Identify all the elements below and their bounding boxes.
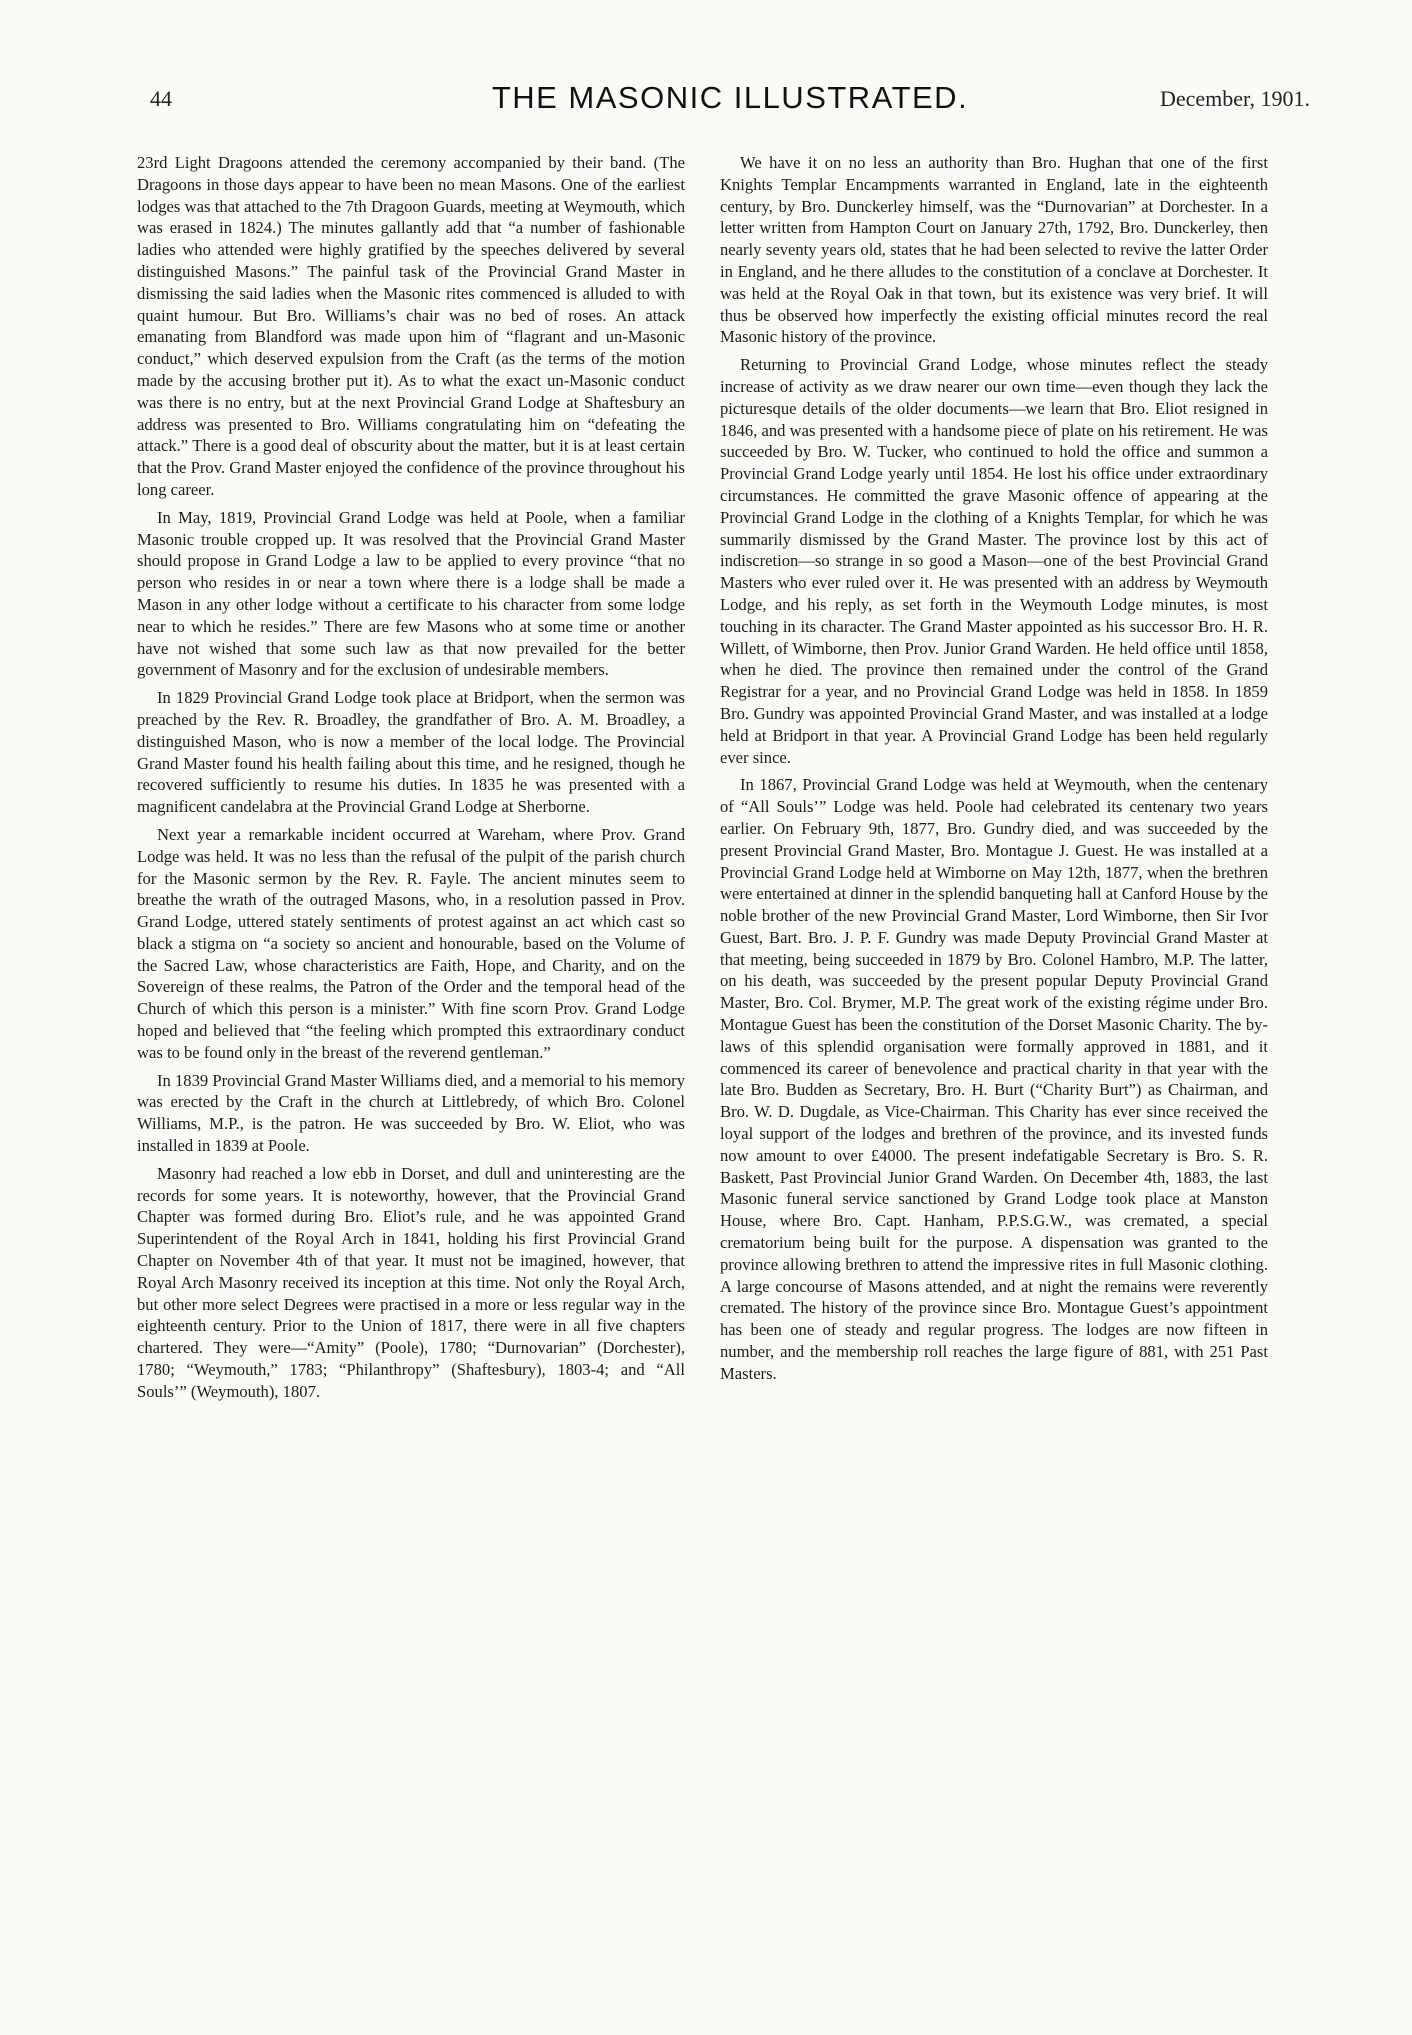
paragraph: Next year a remarkable incident occurred at Wareham, where Prov. Grand Lodge was held. It was no less than the refusal of the pulpit of the parish church for the Masonic sermon by the Rev. R. Fayle. The ancient minutes seem to breathe the wrath of the outraged Masons, who, in a resolution passed in Prov. Grand Lodge, uttered stately sentiments of protest against an act which cast so black a stigma on “a society so ancient and honourable, based on the Volume of the Sacred Law, whose characteristics are Faith, Hope, and Charity, and on the Sovereign of these realms, the Patron of the Order and the temporal head of the Church of which this person is a minister.” With fine scorn Prov. Grand Lodge hoped and believed that “the feeling which prompted this extraordinary conduct was to be found only in the breast of the reverend gentleman.” — [137, 824, 685, 1062]
paragraph: In May, 1819, Provincial Grand Lodge was held at Poole, when a familiar Masonic trouble cropped up. It was resolved that the Provincial Grand Master should propose in Grand Lodge a law to be applied to every province “that no person who resides in or near a town where there is a lodge shall be made a Mason in any other lodge without a certificate to his character from some lodge near to which he resides.” There are few Masons who at some time or another have not wished that some such law as that now prevailed for the better government of Masonry and for the exclusion of undesirable members. — [137, 507, 685, 680]
page-number: 44 — [150, 86, 172, 111]
masthead-title: THE MASONIC ILLUSTRATED. — [491, 80, 969, 115]
paragraph: In 1867, Provincial Grand Lodge was held at Weymouth, when the centenary of “All Souls’” Lodge was held. Poole had celebrated its centenary two years earlier. On February 9th, 1877, Bro. Gundry died, and was succeeded by the present Provincial Grand Master, Bro. Montague J. Guest. He was installed at a Provincial Grand Lodge held at Wimborne on May 12th, 1877, when the brethren were entertained at dinner in the splendid banqueting hall at Canford House by the noble brother of the new Provincial Grand Master, Lord Wimborne, then Sir Ivor Guest, Bart. Bro. J. P. F. Gundry was made Deputy Provincial Grand Master at that meeting, being succeeded in 1879 by Bro. Colonel Hambro, M.P. The latter, on his death, was succeeded by the present popular Deputy Provincial Grand Master, Bro. Col. Brymer, M.P. The great work of the existing régime under Bro. Montague Guest has been the constitution of the Dorset Masonic Charity. The by-laws of this splendid organisation were formally approved in 1881, and it commenced its career of benevolence and practical charity in that year with the late Bro. Budden as Secretary, Bro. H. Burt (“Charity Burt”) as Chairman, and Bro. W. D. Dugdale, as Vice-Chairman. This Charity has ever since received the loyal support of the lodges and brethren of the province, and its invested funds now amount to over £4000. The present indefatigable Secretary is Bro. S. R. Baskett, Past Provincial Junior Grand Warden. On December 4th, 1883, the last Masonic funeral service sanctioned by Grand Lodge took place at Manston House, where Bro. Capt. Hanham, P.P.S.G.W., was cremated, a special crematorium being built for the purpose. A dispensation was granted to the province allowing brethren to attend the impressive rites in full Masonic clothing. A large concourse of Masons attended, and at night the remains were reverently cremated. The history of the province since Bro. Montague Guest’s appointment has been one of steady and regular progress. The lodges are now fifteen in number, and the membership roll reaches the large figure of 881, with 251 Past Masters. — [720, 775, 1268, 1383]
paragraph: We have it on no less an authority than Bro. Hughan that one of the first Knights Templar Encampments warranted in England, late in the eighteenth century, by Bro. Dunckerley himself, was the “Durnovarian” at Dorchester. In a letter written from Hampton Court on January 27th, 1792, Bro. Dunckerley, then nearly seventy years old, states that he had been selected to revive the latter Order in England, and he there alludes to the constitution of a conclave at Dorchester. It was held at the Royal Oak in that town, but its existence was very brief. It will thus be observed how imperfectly the existing official minutes record the real Masonic history of the province. — [720, 153, 1268, 347]
left-column — [137, 152, 685, 1409]
paragraph: Masonry had reached a low ebb in Dorset, and dull and uninteresting are the records for some years. It is noteworthy, however, that the Provincial Grand Chapter was formed during Bro. Eliot’s rule, and he was appointed Grand Superintendent of the Royal Arch in 1841, holding his first Provincial Grand Chapter on November 4th of that year. It must not be imagined, however, that Royal Arch Masonry received its inception at this time. Not only the Royal Arch, but other more select Degrees were practised in a more or less regular way in the eighteenth century. Prior to the Union of 1817, there were in all five chapters chartered. They were—“Amity” (Poole), 1780; “Durnovarian” (Dorchester), 1780; “Weymouth,” 1783; “Philanthropy” (Shaftesbury), 1803-4; and “All Souls’” (Weymouth), 1807. — [137, 1163, 685, 1401]
page-header — [150, 80, 1310, 120]
paragraph: 23rd Light Dragoons attended the ceremony accompanied by their band. (The Dragoons in those days appear to have been no mean Masons. One of the earliest lodges was that attached to the 7th Dragoon Guards, meeting at Weymouth, which was erased in 1824.) The minutes gallantly add that “a number of fashionable ladies who attended were highly gratified by the speeches delivered by several distinguished Masons.” The painful task of the Provincial Grand Master in dismissing the said ladies when the Masonic rites commenced is alluded to with quaint humour. But Bro. Williams’s chair was no bed of roses. An attack emanating from Blandford was made upon him of “flagrant and un-Masonic conduct,” which deserved expulsion from the Craft (as the terms of the motion made by the accusing brother put it). As to what the exact un-Masonic conduct was there is no entry, but at the next Provincial Grand Lodge at Shaftesbury an address was presented to Bro. Williams congratulating him on “defeating the attack.” There is a good deal of obscurity about the matter, but it is at least certain that the Prov. Grand Master enjoyed the confidence of the province throughout his long career. — [137, 153, 685, 499]
paragraph: In 1829 Provincial Grand Lodge took place at Bridport, when the sermon was preached by the Rev. R. Broadley, the grandfather of Bro. A. M. Broadley, a distinguished Mason, who is now a member of the local lodge. The Provincial Grand Master found his health failing about this time, and he resigned, though he recovered sufficiently to resume his duties. In 1835 he was presented with a magnificent candelabra at the Provincial Grand Lodge at Sherborne. — [137, 688, 685, 817]
right-column — [720, 152, 1268, 1391]
issue-date: December, 1901. — [1159, 86, 1310, 111]
paragraph: In 1839 Provincial Grand Master Williams died, and a memorial to his memory was erected by the Craft in the church at Littlebredy, of which Bro. Colonel Williams, M.P., is the patron. He was succeeded by Bro. W. Eliot, who was installed in 1839 at Poole. — [137, 1070, 685, 1156]
paragraph: Returning to Provincial Grand Lodge, whose minutes reflect the steady increase of activity as we draw nearer our own time—even though they lack the picturesque details of the older documents—we learn that Bro. Eliot resigned in 1846, and was presented with a handsome piece of plate on his retirement. He was succeeded by Bro. W. Tucker, who continued to hold the office and summon a Provincial Grand Lodge yearly until 1854. He lost his office under extraordinary circumstances. He committed the grave Masonic offence of appearing at the Provincial Grand Lodge in the clothing of a Knights Templar, for which he was summarily dismissed by the Grand Master. The province lost by this act of indiscretion—so strange in so good a Mason—one of the best Provincial Grand Masters who ever ruled over it. He was presented with an address by Weymouth Lodge, and his reply, as set forth in the Weymouth Lodge minutes, is most touching in its character. The Grand Master appointed as his successor Bro. H. R. Willett, of Wimborne, then Prov. Junior Grand Warden. He held office until 1858, when he died. The province then remained under the control of the Grand Registrar for a year, and no Provincial Grand Lodge was held in 1858. In 1859 Bro. Gundry was appointed Provincial Grand Master, and was installed at a lodge held at Bridport in that year. A Provincial Grand Lodge has been held regularly ever since. — [720, 355, 1268, 767]
